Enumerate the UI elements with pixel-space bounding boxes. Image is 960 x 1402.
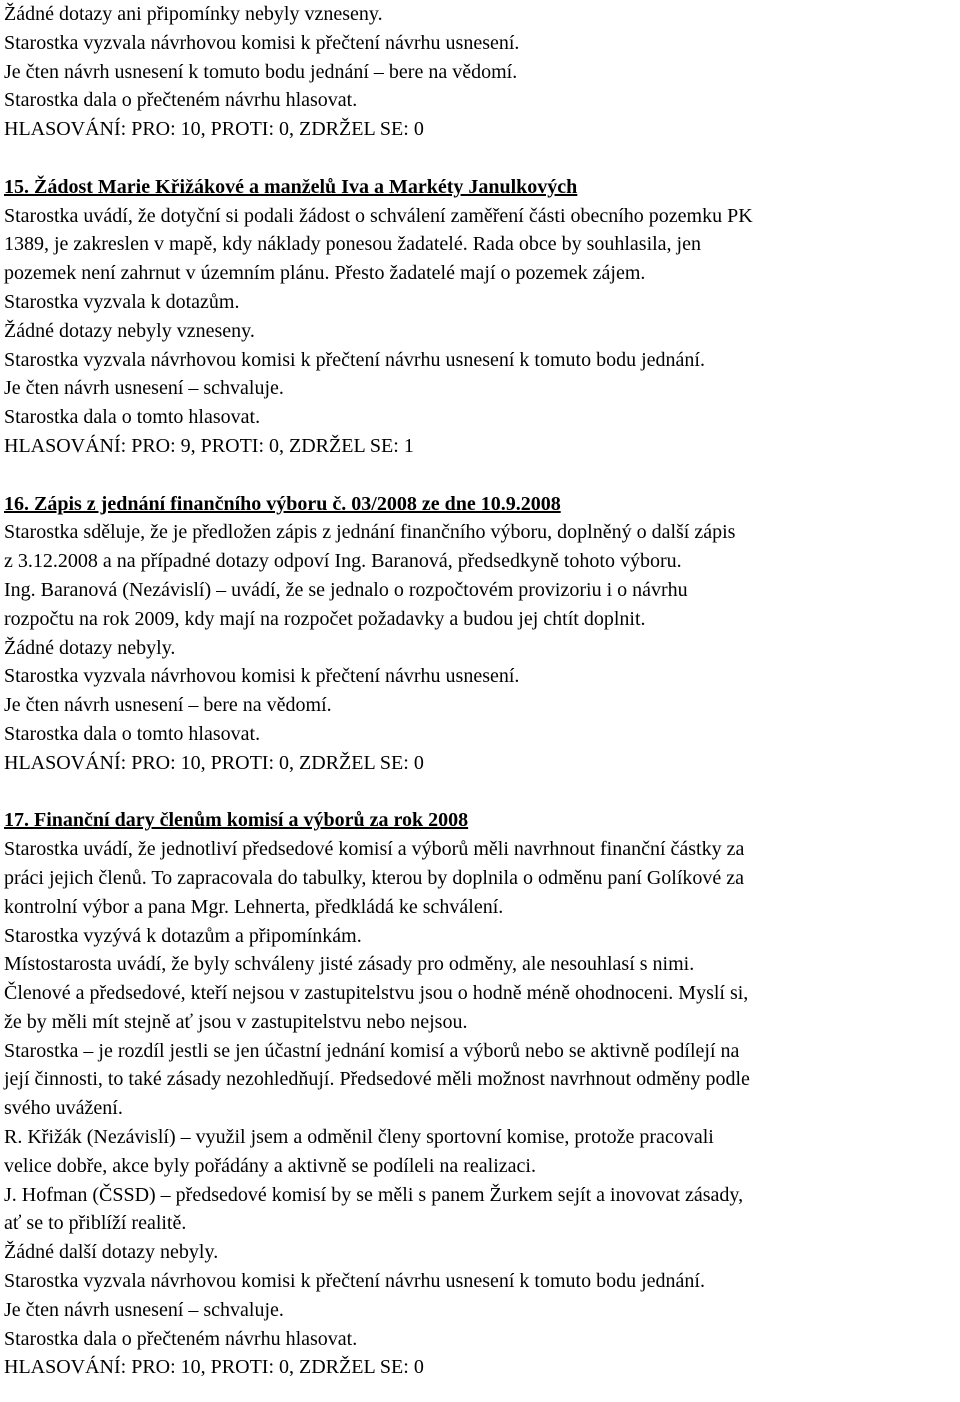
text-line: Je čten návrh usnesení – schvaluje. [4, 1298, 284, 1321]
text-line: Místostarosta uvádí, že byly schváleny jisté zásady pro odměny, ale nesouhlasí s nimi. [4, 953, 695, 976]
vote-result: HLASOVÁNÍ: PRO: 10, PROTI: 0, ZDRŽEL SE: 0 [4, 751, 424, 774]
text-line: Je čten návrh usnesení – bere na vědomí. [4, 694, 332, 717]
text-line: Starostka dala o přečteném návrhu hlasovat. [4, 89, 358, 112]
top-block [4, 0, 958, 144]
text-line: velice dobře, akce byly pořádány a aktivně se podíleli na realizaci. [4, 1154, 536, 1177]
document-page [4, 0, 958, 1382]
section-spacer [4, 461, 958, 490]
text-line: Starostka vyzvala návrhovou komisi k přečtení návrhu usnesení. [4, 665, 520, 688]
section-17 [4, 806, 958, 1382]
text-line: Starostka dala o přečteném návrhu hlasovat. [4, 1327, 358, 1350]
text-line: rozpočtu na rok 2009, kdy mají na rozpočet požadavky a budou jej chtít doplnit. [4, 607, 646, 630]
text-line: Starostka vyzvala k dotazům. [4, 290, 240, 313]
vote-result: HLASOVÁNÍ: PRO: 10, PROTI: 0, ZDRŽEL SE: 0 [4, 1356, 424, 1379]
text-line: Žádné další dotazy nebyly. [4, 1241, 219, 1264]
text-line: Starostka uvádí, že dotyční si podali žádost o schválení zaměření části obecního pozemku PK [4, 204, 753, 227]
text-line: práci jejich členů. To zapracovala do tabulky, kterou by doplnila o odměnu paní Golíkové za [4, 866, 745, 889]
text-line: Je čten návrh usnesení k tomuto bodu jednání – bere na vědomí. [4, 60, 518, 83]
text-line: Členové a předsedové, kteří nejsou v zastupitelstvu jsou o hodně méně ohodnoceni. Myslí si, [4, 982, 749, 1005]
text-line: Starostka vyzvala návrhovou komisi k přečtení návrhu usnesení k tomuto bodu jednání. [4, 348, 705, 371]
text-line: ať se to přiblíží realitě. [4, 1212, 187, 1235]
text-line: že by měli mít stejně ať jsou v zastupitelstvu nebo nejsou. [4, 1010, 468, 1033]
text-line: kontrolní výbor a pana Mgr. Lehnerta, předkládá ke schválení. [4, 895, 504, 918]
section-15 [4, 173, 958, 461]
section-16 [4, 490, 958, 778]
section-spacer [4, 144, 958, 173]
text-line: Starostka uvádí, že jednotliví předsedové komisí a výborů měli navrhnout finanční částky za [4, 838, 745, 861]
text-line: její činnosti, to také zásady nezohledňují. Předsedové měli možnost navrhnout odměny podle [4, 1068, 750, 1091]
text-line: svého uvážení. [4, 1097, 123, 1120]
text-line: R. Křižák (Nezávislí) – využil jsem a odměnil členy sportovní komise, protože pracovali [4, 1126, 714, 1149]
text-line: J. Hofman (ČSSD) – předsedové komisí by se měli s panem Žurkem sejít a inovovat zásady, [4, 1183, 744, 1206]
text-line: Ing. Baranová (Nezávislí) – uvádí, že se jednalo o rozpočtovém provizoriu i o návrhu [4, 578, 688, 601]
text-line: Starostka vyzývá k dotazům a připomínkám. [4, 924, 362, 947]
text-line: pozemek není zahrnut v územním plánu. Přesto žadatelé mají o pozemek zájem. [4, 262, 646, 285]
vote-result: HLASOVÁNÍ: PRO: 10, PROTI: 0, ZDRŽEL SE: 0 [4, 118, 424, 141]
text-line: 1389, je zakreslen v mapě, kdy náklady ponesou žadatelé. Rada obce by souhlasila, jen [4, 233, 701, 256]
text-line: Starostka – je rozdíl jestli se jen účastní jednání komisí a výborů nebo se aktivně podílejí na [4, 1039, 740, 1062]
text-line: Starostka dala o tomto hlasovat. [4, 722, 261, 745]
section-heading: 15. Žádost Marie Křižákové a manželů Iva a Markéty Janulkových [4, 175, 578, 198]
text-line: Žádné dotazy nebyly vzneseny. [4, 319, 255, 342]
text-line: Žádné dotazy ani připomínky nebyly vzneseny. [4, 3, 383, 25]
text-line: Je čten návrh usnesení – schvaluje. [4, 377, 284, 400]
text-line: Starostka vyzvala návrhovou komisi k přečtení návrhu usnesení. [4, 31, 520, 54]
section-heading: 17. Finanční dary členům komisí a výborů za rok 2008 [4, 809, 469, 832]
text-line: z 3.12.2008 a na případné dotazy odpoví Ing. Baranová, předsedkyně tohoto výboru. [4, 550, 682, 573]
vote-result: HLASOVÁNÍ: PRO: 9, PROTI: 0, ZDRŽEL SE: 1 [4, 434, 414, 457]
section-heading: 16. Zápis z jednání finančního výboru č. 03/2008 ze dne 10.9.2008 [4, 492, 561, 515]
section-spacer [4, 778, 958, 807]
text-line: Starostka dala o tomto hlasovat. [4, 406, 261, 429]
text-line: Starostka sděluje, že je předložen zápis z jednání finančního výboru, doplněný o další zápis [4, 521, 736, 544]
text-line: Žádné dotazy nebyly. [4, 636, 176, 659]
text-line: Starostka vyzvala návrhovou komisi k přečtení návrhu usnesení k tomuto bodu jednání. [4, 1270, 705, 1293]
